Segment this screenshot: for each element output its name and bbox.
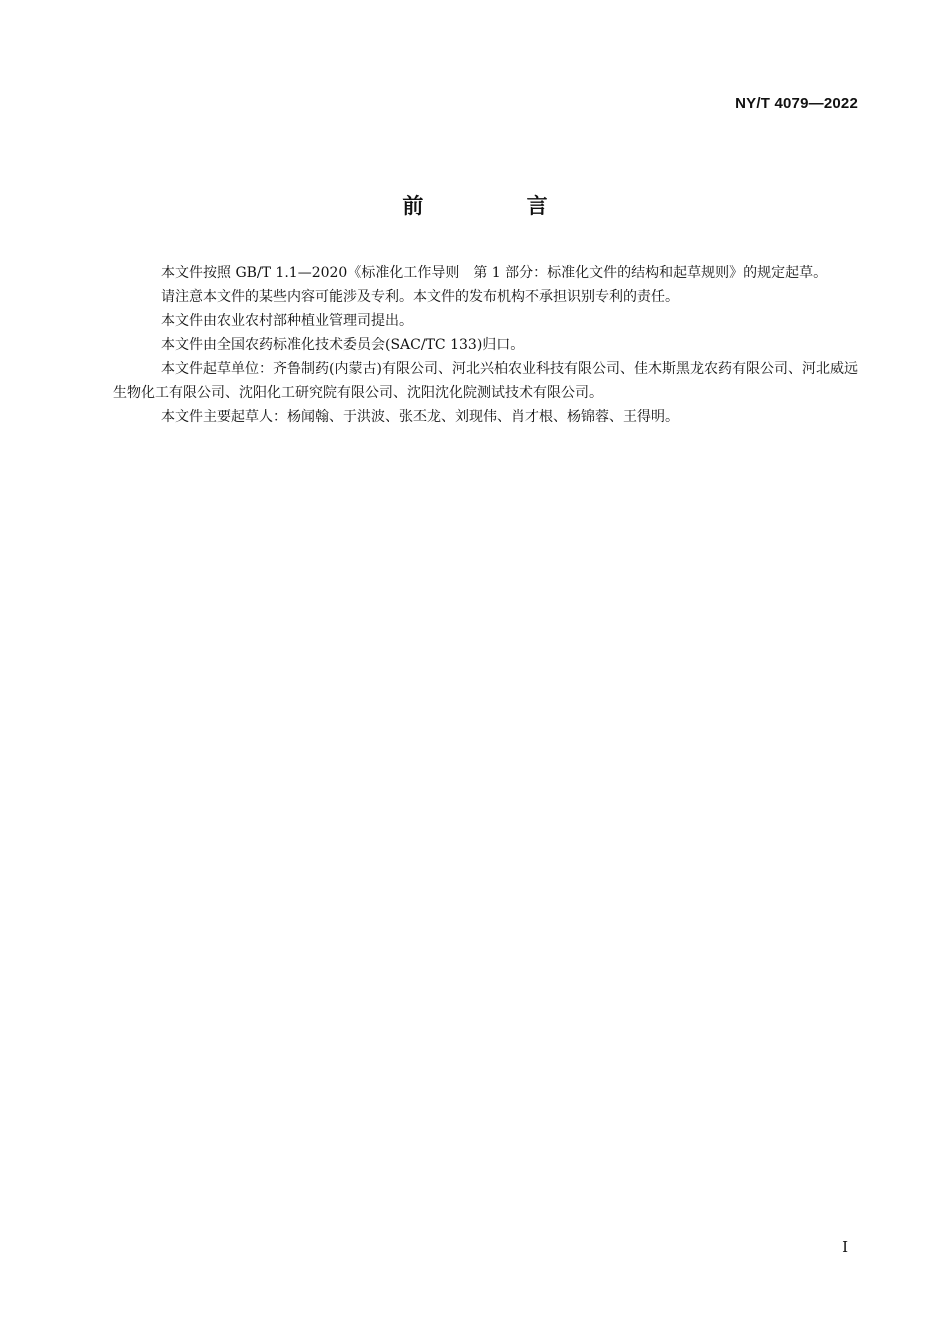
page-number: I — [842, 1238, 848, 1256]
paragraph-committee: 本文件由全国农药标准化技术委员会(SAC/TC 133)归口。 — [161, 337, 525, 353]
preface-body — [113, 261, 858, 429]
paragraph-drafting-units: 本文件起草单位：齐鲁制药(内蒙古)有限公司、河北兴柏农业科技有限公司、佳木斯黑龙农药有限公司、河北威远生物化工有限公司、沈阳化工研究院有限公司、沈阳沈化院测试技术有限公司。 — [113, 361, 858, 401]
paragraph-drafting-rules: 本文件按照 GB/T 1.1—2020《标准化工作导则 第 1 部分：标准化文件的结构和起草规则》的规定起草。 — [161, 265, 828, 281]
paragraph-patent-notice: 请注意本文件的某些内容可能涉及专利。本文件的发布机构不承担识别专利的责任。 — [161, 289, 679, 305]
standard-code: NY/T 4079—2022 — [735, 95, 858, 112]
paragraph-drafters: 本文件主要起草人：杨闻翰、于洪波、张丕龙、刘现伟、肖才根、杨锦蓉、王得明。 — [161, 409, 679, 425]
section-title: 前 言 — [402, 194, 596, 218]
paragraph-proposer: 本文件由农业农村部种植业管理司提出。 — [161, 313, 413, 329]
